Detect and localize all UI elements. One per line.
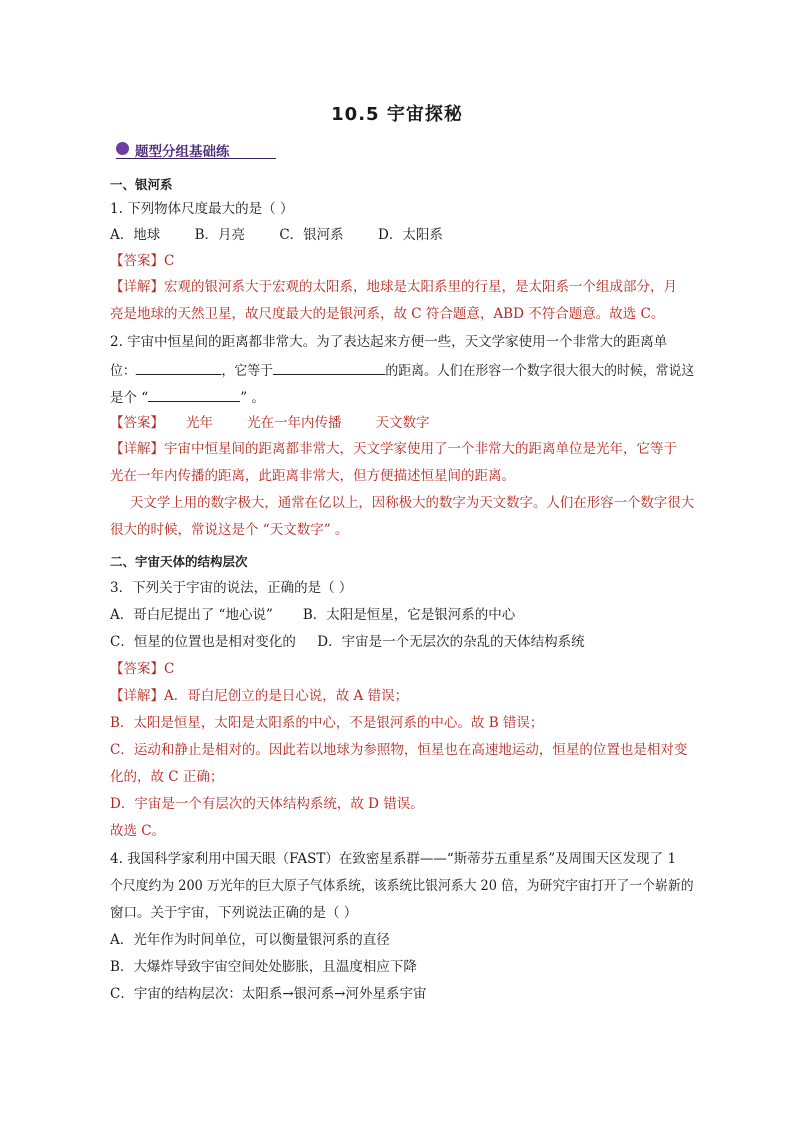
q3-detail-a xyxy=(110,687,408,705)
q2-detail-line-2: 光在一年内传播的距离，此距离非常大，但方便描述恒星间的距离。 xyxy=(110,468,515,484)
detail-tag: 【详解】 xyxy=(110,688,164,704)
q2-detail-text-1: 宇宙中恒星间的距离都非常大，天文学家使用了一个非常大的距离单位是光年，它等于 xyxy=(164,441,677,457)
q2-detail-line-3: 天文学上用的数字极大，通常在亿以上，因称极大的数字为天文数字。人们在形容一个数字很大 xyxy=(130,495,695,511)
q4-stem-line-1: 4. 我国科学家利用中国天眼（FAST）在致密星系群——“斯蒂芬五重星系”及周围天区发现了 1 xyxy=(110,851,677,867)
q3-answer xyxy=(110,660,174,678)
part-heading-structure: 二、宇宙天体的结构层次 xyxy=(110,554,248,569)
q2-answer-3: 天文数字 xyxy=(375,415,430,431)
q3-detail-b: B．太阳是恒星，太阳是太阳系的中心，不是银河系的中心。故 B 错误； xyxy=(110,715,544,731)
q2-answer-2: 光在一年内传播 xyxy=(247,415,342,431)
q2-stem-3a: 是个 “ xyxy=(110,390,149,406)
q2-detail-line-1 xyxy=(110,440,677,458)
q2-stem-3b: ” 。 xyxy=(240,390,265,406)
q2-blank-1[interactable] xyxy=(136,360,222,375)
detail-tag: 【详解】 xyxy=(110,279,164,295)
q1-answer-value: C xyxy=(164,253,175,269)
q2-answer xyxy=(110,414,430,432)
q1-options: A．地球 B．月亮 C．银河系 D．太阳系 xyxy=(110,227,443,243)
q3-conclusion: 故选 C。 xyxy=(110,823,166,839)
part-heading-galaxy: 一、银河系 xyxy=(110,177,173,192)
answer-tag: 【答案】 xyxy=(110,661,164,677)
q2-stem-line-2 xyxy=(110,360,694,380)
detail-tag: 【详解】 xyxy=(110,441,164,457)
q2-stem-line-3 xyxy=(110,387,265,407)
q3-answer-value: C xyxy=(164,661,175,677)
q2-blank-3[interactable] xyxy=(148,387,240,402)
q3-options-ab: A．哥白尼提出了 “地心说” B．太阳是恒星，它是银河系的中心 xyxy=(110,607,516,623)
q4-stem-line-2: 个尺度约为 200 万光年的巨大原子气体系统，该系统比银河系大 20 倍，为研究宇宙打开了一个崭新的 xyxy=(110,878,694,894)
q3-stem: 3．下列关于宇宙的说法，正确的是（ ） xyxy=(110,580,353,596)
q3-detail-a-text: A．哥白尼创立的是日心说，故 A 错误； xyxy=(164,688,409,704)
q2-stem-line-1: 2. 宇宙中恒星间的距离都非常大。为了表达起来方便一些，天文学家使用一个非常大的距离单 xyxy=(110,334,668,350)
q2-stem-2c: 的距离。人们在形容一个数字很大很大的时候，常说这 xyxy=(385,363,695,379)
answer-tag: 【答案】 xyxy=(110,253,164,269)
q2-answer-1: 光年 xyxy=(186,415,213,431)
q1-detail-text-1: 宏观的银河系大于宏观的太阳系，地球是太阳系里的行星，是太阳系一个组成部分，月 xyxy=(164,279,677,295)
section-tag xyxy=(116,140,276,159)
q4-option-c: C．宇宙的结构层次：太阳系→银河系→河外星系宇宙 xyxy=(110,986,427,1002)
q2-stem-2b: ，它等于 xyxy=(221,363,273,379)
q2-detail-line-4: 很大的时候，常说这是个 “天文数字” 。 xyxy=(110,522,349,538)
q4-option-b: B．大爆炸导致宇宙空间处处膨胀，且温度相应下降 xyxy=(110,959,417,975)
q2-blank-2[interactable] xyxy=(273,360,385,375)
q3-detail-c1: C．运动和静止是相对的。因此若以地球为参照物，恒星也在高速地运动，恒星的位置也是相对变 xyxy=(110,742,688,758)
q4-option-a: A．光年作为时间单位，可以衡量银河系的直径 xyxy=(110,932,390,948)
q1-stem: 1. 下列物体尺度最大的是（ ） xyxy=(110,201,294,217)
q3-detail-d: D．宇宙是一个有层次的天体结构系统，故 D 错误。 xyxy=(110,796,424,812)
q1-detail-line-1 xyxy=(110,278,677,296)
q3-detail-c2: 化的，故 C 正确； xyxy=(110,769,224,785)
q3-options-cd: C．恒星的位置也是相对变化的 D．宇宙是一个无层次的杂乱的天体结构系统 xyxy=(110,634,585,650)
q1-detail-line-2: 亮是地球的天然卫星，故尺度最大的是银河系，故 C 符合题意，ABD 不符合题意。故选 C。 xyxy=(110,306,665,322)
q4-stem-line-3: 窗口。关于宇宙，下列说法正确的是（ ） xyxy=(110,905,358,921)
page-title: 10.5 宇宙探秘 xyxy=(331,104,463,125)
bullet-dot-icon xyxy=(116,142,129,155)
section-tag-label: 题型分组基础练 xyxy=(135,144,230,160)
q2-stem-2a: 位： xyxy=(110,363,136,379)
q1-answer xyxy=(110,252,174,270)
answer-tag: 【答案】 xyxy=(110,415,164,431)
